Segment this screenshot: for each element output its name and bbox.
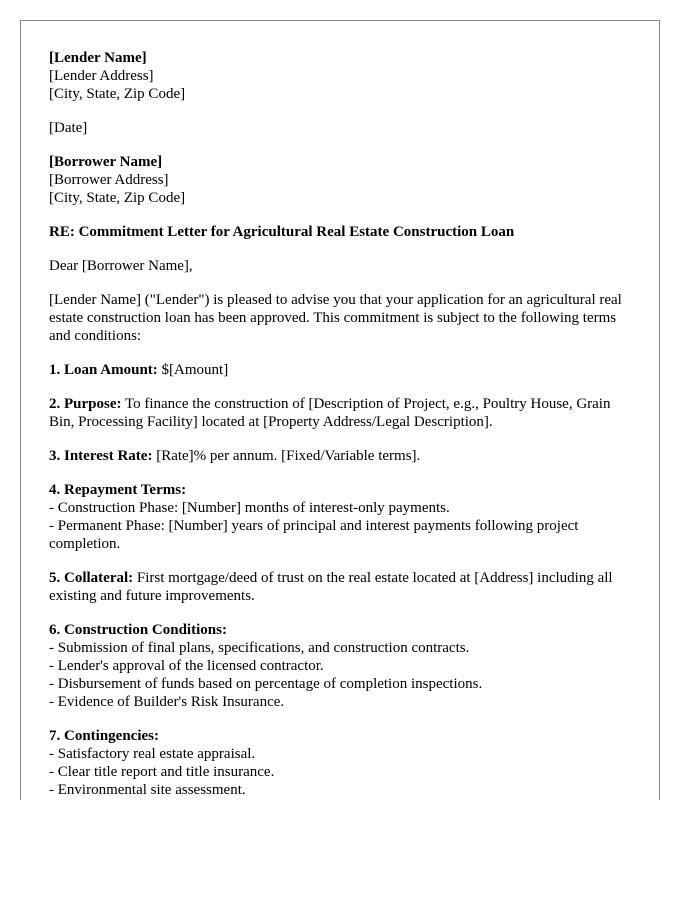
section-purpose [49, 395, 639, 431]
section-heading: 1. Loan Amount: [49, 362, 158, 378]
list-item: - Permanent Phase: [Number] years of principal and interest payments following project completion. [49, 518, 579, 552]
section-interest-rate [49, 447, 639, 465]
list-item: - Construction Phase: [Number] months of interest-only payments. [49, 500, 450, 516]
list-item: - Evidence of Builder's Risk Insurance. [49, 694, 285, 710]
list-item: - Lender's approval of the licensed contractor. [49, 658, 324, 674]
section-heading: 6. Construction Conditions: [49, 622, 227, 638]
section-repayment-terms [49, 481, 639, 553]
borrower-address-block [49, 153, 639, 207]
lender-address: [Lender Address] [49, 68, 154, 84]
letter-content [49, 49, 639, 800]
list-item: - Satisfactory real estate appraisal. [49, 746, 256, 762]
letter-date: [Date] [49, 120, 88, 136]
section-heading: 7. Contingencies: [49, 728, 159, 744]
re-line: RE: Commitment Letter for Agricultural Real Estate Construction Loan [49, 224, 515, 240]
section-collateral [49, 569, 639, 605]
section-text: First mortgage/deed of trust on the real estate located at [Address] including all existing and future improvements. [49, 570, 613, 604]
section-contingencies [49, 727, 639, 799]
borrower-address: [Borrower Address] [49, 172, 169, 188]
lender-address-block [49, 49, 639, 103]
section-loan-amount [49, 361, 639, 379]
section-heading: 5. Collateral: [49, 570, 134, 586]
borrower-name: [Borrower Name] [49, 154, 163, 170]
letter-page [20, 20, 660, 800]
lender-name: [Lender Name] [49, 50, 147, 66]
section-text: [Rate]% per annum. [Fixed/Variable terms]. [152, 448, 421, 464]
list-item: - Environmental site assessment. [49, 782, 246, 798]
salutation: Dear [Borrower Name], [49, 258, 193, 274]
section-text: $[Amount] [157, 362, 229, 378]
date-block [49, 119, 639, 137]
intro-paragraph: [Lender Name] ("Lender") is pleased to advise you that your application for an agricultural real estate construction loan has been approved. This commitment is subject to the following terms and conditions: [49, 292, 622, 344]
list-item: - Clear title report and title insurance. [49, 764, 275, 780]
section-heading: 2. Purpose: [49, 396, 122, 412]
section-heading: 3. Interest Rate: [49, 448, 153, 464]
section-text: To finance the construction of [Description of Project, e.g., Poultry House, Grain Bin, Processing Facility] located at [Property Address/Legal Description]. [49, 396, 611, 430]
section-construction-conditions [49, 621, 639, 711]
section-heading: 4. Repayment Terms: [49, 482, 187, 498]
borrower-city-state-zip: [City, State, Zip Code] [49, 190, 186, 206]
lender-city-state-zip: [City, State, Zip Code] [49, 86, 186, 102]
list-item: - Submission of final plans, specifications, and construction contracts. [49, 640, 470, 656]
list-item: - Disbursement of funds based on percentage of completion inspections. [49, 676, 483, 692]
